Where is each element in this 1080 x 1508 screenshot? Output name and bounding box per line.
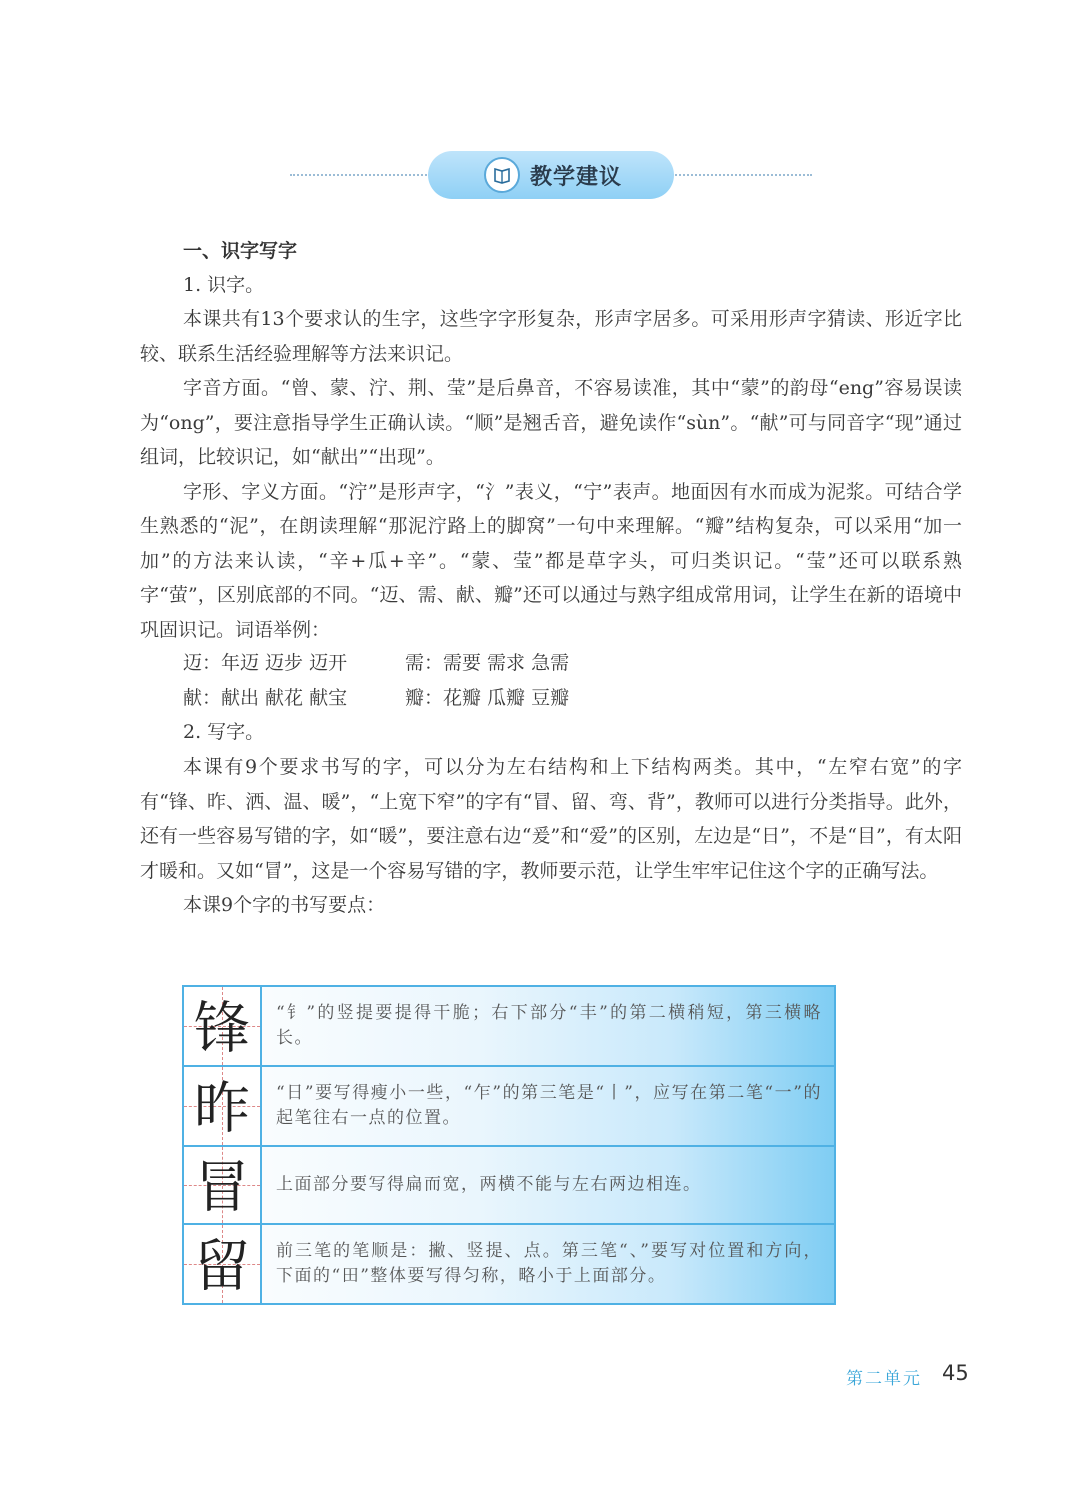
character-cell — [184, 1067, 262, 1145]
table-row — [184, 1147, 834, 1225]
literacy-paragraphs — [140, 302, 962, 647]
paragraph: 本课9个字的书写要点： — [183, 894, 386, 916]
writing-points-table — [182, 985, 836, 1305]
paragraph: 本课共有13个要求认的生字，这些字字形复杂，形声字居多。可采用形声字猜读、形近字比较、联系生活经验理解等方法来识记。 — [140, 308, 962, 365]
book-icon — [484, 157, 520, 193]
word-example: 需：需要 需求 急需 — [405, 652, 570, 674]
paragraph: 本课有9个要求书写的字，可以分为左右结构和上下结构两类。其中，“左窄右宽”的字有“锋、昨、洒、温、暖”，“上宽下窄”的字有“冒、留、弯、背”，教师可以进行分类指导。此外，还有一些容易写错的字，如“暖”，要注意右边“爰”和“爱”的区别，左边是“日”，不是“目”，有太阳才暖和。又如“冒”，这是一个容易写错的字，教师要示范，让学生牢牢记住这个字的正确写法。 — [140, 756, 962, 882]
paragraph: 字形、字义方面。“泞”是形声字，“氵”表义，“宁”表声。地面因有水而成为泥浆。可结合学生熟悉的“泥”，在朗读理解“那泥泞路上的脚窝”一句中来理解。“瓣”结构复杂，可以采用“加一加”的方法来认读，“辛+瓜+辛”。“蒙、莹”都是草字头，可归类识记。“莹”还可以联系熟字“萤”，区别底部的不同。“迈、需、献、瓣”还可以通过与熟字组成常用词，让学生在新的语境中巩固识记。词语举例： — [140, 480, 962, 641]
character: 冒 — [194, 1155, 250, 1221]
writing-note: 上面部分要写得扁而宽，两横不能与左右两边相连。 — [276, 1174, 702, 1195]
character-cell — [184, 987, 262, 1065]
banner-divider-left — [290, 174, 430, 176]
character: 留 — [194, 1234, 250, 1300]
character-cell — [184, 1225, 262, 1303]
word-example: 瓣：花瓣 瓜瓣 豆瓣 — [405, 687, 570, 709]
subsection-title-writing: 2. 写字。 — [183, 721, 265, 743]
subsection-title-literacy: 1. 识字。 — [183, 274, 265, 296]
writing-paragraphs — [140, 750, 962, 923]
unit-label: 第二单元 — [846, 1369, 922, 1389]
writing-note: 前三笔的笔顺是：撇、竖提、点。第三笔“、”要写对位置和方向，下面的“田”整体要写得匀称，略小于上面部分。 — [276, 1241, 822, 1286]
character: 昨 — [194, 1076, 250, 1142]
character: 锋 — [194, 996, 250, 1062]
word-example: 迈：年迈 迈步 迈开 — [183, 652, 348, 674]
word-examples-row — [183, 648, 569, 675]
banner-divider-right — [672, 174, 812, 176]
page-number: 45 — [942, 1361, 969, 1385]
writing-note: “钅”的竖提要提得干脆；右下部分“丰”的第二横稍短，第三横略长。 — [276, 1003, 822, 1048]
banner-title: 教学建议 — [530, 165, 623, 190]
word-examples-row — [183, 683, 569, 710]
table-row — [184, 987, 834, 1067]
paragraph: 字音方面。“曾、蒙、泞、荆、莹”是后鼻音，不容易读准，其中“蒙”的韵母“eng”容易误读为“ong”，要注意指导学生正确认读。“顺”是翘舌音，避免读作“sùn”。“献”可与同音字“现”通过组词，比较识记，如“献出”“出现”。 — [140, 377, 962, 468]
writing-note: “日”要写得瘦小一些，“乍”的第三笔是“丨”，应写在第二笔“一”的起笔往右一点的位置。 — [276, 1083, 822, 1128]
table-row — [184, 1067, 834, 1147]
word-example: 献：献出 献花 献宝 — [183, 687, 348, 709]
character-cell — [184, 1147, 262, 1223]
section-heading: 一、识字写字 — [183, 240, 298, 262]
table-row — [184, 1225, 834, 1303]
